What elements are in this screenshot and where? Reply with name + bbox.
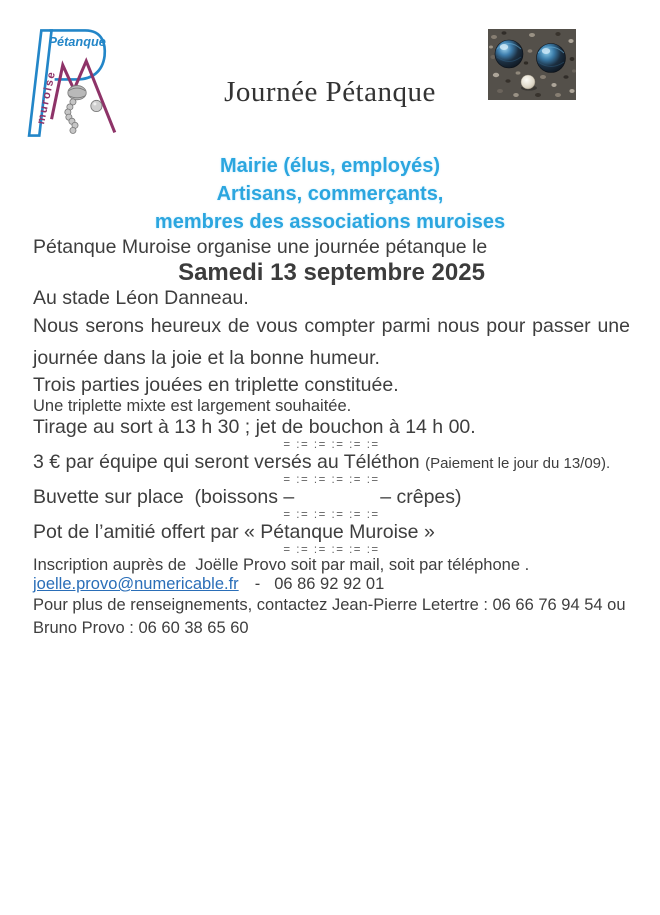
welcome-paragraph: Nous serons heureux de vous compter parmi nous pour passer une journée dans la joie et la bonne humeur. — [33, 315, 630, 369]
page-title: Journée Pétanque — [224, 76, 436, 108]
format-line: Trois parties jouées en triplette constituée. — [33, 374, 399, 396]
more-info-paragraph — [33, 594, 630, 640]
section-divider: = := := := := := — [283, 509, 380, 521]
logo-wordmark: Pétanque — [48, 33, 106, 49]
invitees-block — [0, 152, 660, 236]
fee-text: 3 € par équipe qui seront versés au Téléthon — [33, 451, 420, 473]
more-info-line-1: Pour plus de renseignements, contactez Jean-Pierre Letertre : 06 66 76 94 54 ou — [33, 596, 626, 614]
section-divider: = := := := := := — [283, 544, 380, 556]
buvette-left-text: Buvette sur place (boissons – — [33, 486, 295, 508]
buvette-line — [33, 486, 630, 509]
format-note: Une triplette mixte est largement souhaitée. — [33, 397, 352, 415]
pot-amitie-line: Pot de l’amitié offert par « Pétanque Muroise » — [33, 521, 435, 543]
boule-right — [537, 44, 566, 73]
fee-line — [33, 451, 630, 474]
event-date-heading: Samedi 13 septembre 2025 — [178, 259, 485, 286]
email-phone-separator: - — [254, 575, 261, 593]
email-link[interactable]: joelle.provo@numericable.fr — [33, 575, 239, 593]
invitees-line-1: Mairie (élus, employés) — [219, 155, 441, 177]
contact-line — [33, 575, 630, 594]
header — [0, 0, 660, 142]
petanque-boules-photo — [488, 29, 576, 100]
schedule-line: Tirage au sort à 13 h 30 ; jet de bouchon à 14 h 00. — [33, 416, 476, 438]
invitees-line-3: membres des associations muroises — [154, 211, 506, 233]
intro-line: Pétanque Muroise organise une journée pétanque le — [33, 236, 488, 258]
more-info-line-2: Bruno Provo : 06 60 38 65 60 — [33, 619, 249, 637]
location-line: Au stade Léon Danneau. — [33, 287, 249, 309]
fee-payment-note: (Paiement le jour du 13/09). — [425, 455, 611, 472]
logo-subword: muroise — [35, 69, 59, 126]
inscription-line: Inscription auprès de Joëlle Provo soit par mail, soit par téléphone . — [33, 556, 530, 574]
invitees-line-2: Artisans, commerçants, — [216, 183, 444, 205]
contact-phone: 06 86 92 92 01 — [274, 575, 385, 593]
boule-left — [495, 40, 523, 68]
section-divider: = := := := := := — [283, 439, 380, 451]
section-divider: = := := := := := — [283, 474, 380, 486]
body-content — [0, 236, 660, 640]
buvette-right-text: – crêpes) — [380, 486, 462, 508]
